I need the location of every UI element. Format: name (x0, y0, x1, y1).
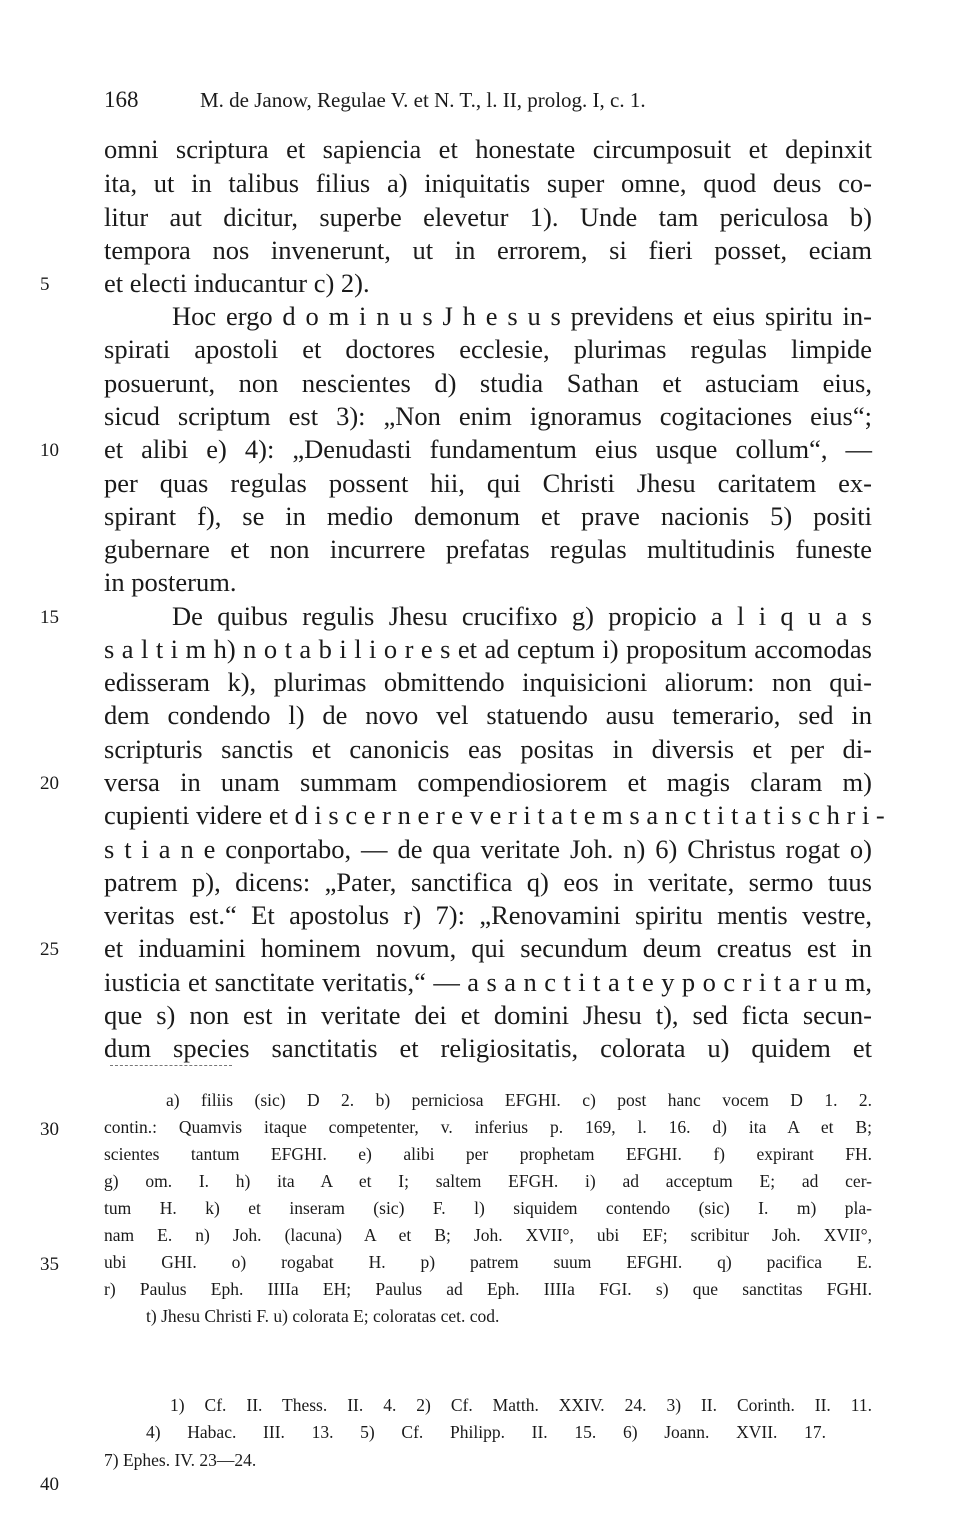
line-number: 30 (40, 1119, 59, 1140)
text-line: que s) non est in veritate dei et domini Jhesu t), sed ficta secun- (104, 1000, 872, 1030)
reference-line: 4) Habac. III. 13. 5) Cf. Philipp. II. 15. 6) Joann. XVII. 17. (146, 1422, 826, 1442)
text-line: tempora nos invenerunt, ut in errorem, si fieri posset, eciam (104, 235, 872, 265)
line-number: 5 (40, 274, 50, 295)
line-number: 25 (40, 939, 59, 960)
line-number: 10 (40, 440, 59, 461)
text-line: s t i a n e conportabo, — de qua veritate Joh. n) 6) Christus rogat o) (104, 834, 872, 864)
text-line: dem condendo l) de novo vel statuendo ausu temerario, sed in (104, 700, 872, 730)
text-line: et alibi e) 4): „Denudasti fundamentum eius usque collum“, — (104, 434, 872, 464)
text-line: sicud scriptum est 3): „Non enim ignoramus cogitaciones eius“; (104, 401, 872, 431)
footnote-line: tum H. k) et inseram (sic) F. l) siquidem contendo (sic) I. m) pla- (104, 1198, 872, 1218)
text-line: iusticia et sanctitate veritatis,“ — a s a n c t i t a t e y p o c r i t a r u m, (104, 967, 872, 997)
text-line: et induamini hominem novum, qui secundum deum creatus est in (104, 933, 872, 963)
reference-line: 7) Ephes. IV. 23—24. (104, 1450, 257, 1470)
text-line: omni scriptura et sapiencia et honestate circumposuit et depinxit (104, 134, 872, 164)
text-line: versa in unam summam compendiosiorem et magis claram m) (104, 767, 872, 797)
text-line: gubernare et non incurrere prefatas regulas multitudinis funeste (104, 534, 872, 564)
text-line: scripturis sanctis et canonicis eas positas in diversis et per di- (104, 734, 872, 764)
text-line: patrem p), dicens: „Pater, sanctifica q) eos in veritate, sermo tuus (104, 867, 872, 897)
text-line: s a l t i m h) n o t a b i l i o r e s et ad ceptum i) propositum accomodas (104, 634, 872, 664)
line-number: 40 (40, 1474, 59, 1495)
footnote-line: t) Jhesu Christi F. u) colorata E; coloratas cet. cod. (146, 1306, 500, 1326)
text-line: spirant f), se in medio demonum et prave nacionis 5) positi (104, 501, 872, 531)
text-line: edisseram k), plurimas obmittendo inquisicioni aliorum: non qui- (104, 667, 872, 697)
text-line: Hoc ergo d o m i n u s J h e s u s previdens et eius spiritu in- (172, 301, 872, 331)
footnote-line: a) filiis (sic) D 2. b) perniciosa EFGHI. c) post hanc vocem D 1. 2. (166, 1090, 872, 1110)
line-number: 35 (40, 1254, 59, 1275)
footnote-separator (110, 1065, 232, 1066)
text-line: dum species sanctitatis et religiositatis, colorata u) quidem et (104, 1033, 872, 1063)
reference-line: 1) Cf. II. Thess. II. 4. 2) Cf. Matth. XXIV. 24. 3) II. Corinth. II. 11. (170, 1395, 872, 1415)
footnote-line: nam E. n) Joh. (lacuna) A et B; Joh. XVII°, ubi EF; scribitur Joh. XVII°, (104, 1225, 872, 1245)
text-line: spirati apostoli et doctores ecclesie, plurimas regulas limpide (104, 334, 872, 364)
text-line: cupienti videre et d i s c e r n e r e v e r i t a t e m s a n c t i t a t i s c h r i - (104, 800, 885, 830)
text-line: De quibus regulis Jhesu crucifixo g) propicio a l i q u a s (172, 601, 872, 631)
page-number: 168 (104, 87, 139, 112)
text-line: posuerunt, non nescientes d) studia Sathan et astuciam eius, (104, 368, 872, 398)
text-line: et electi inducantur c) 2). (104, 268, 370, 298)
text-line: per quas regulas possent hii, qui Christi Jhesu caritatem ex- (104, 468, 872, 498)
footnote-line: ubi GHI. o) rogabat H. p) patrem suum EFGHI. q) pacifica E. (104, 1252, 872, 1272)
line-number: 15 (40, 607, 59, 628)
text-line: ita, ut in talibus filius a) iniquitatis super omne, quod deus co- (104, 168, 872, 198)
line-number: 20 (40, 773, 59, 794)
footnote-line: g) om. I. h) ita A et I; saltem EFGH. i) ad acceptum E; ad cer- (104, 1171, 872, 1191)
text-line: in posterum. (104, 567, 237, 597)
text-line: litur aut dicitur, superbe elevetur 1). Unde tam periculosa b) (104, 202, 872, 232)
footnote-line: scientes tantum EFGHI. e) alibi per prophetam EFGHI. f) expirant FH. (104, 1144, 872, 1164)
footnote-line: contin.: Quamvis itaque competenter, v. inferius p. 169, l. 16. d) ita A et B; (104, 1117, 872, 1137)
running-title: M. de Janow, Regulae V. et N. T., l. II, prolog. I, c. 1. (200, 88, 646, 112)
footnote-line: r) Paulus Eph. IIIIa EH; Paulus ad Eph. IIIIa FGI. s) que sanctitas FGHI. (104, 1279, 872, 1299)
running-header (104, 80, 884, 120)
text-line: veritas est.“ Et apostolus r) 7): „Renovamini spiritu mentis vestre, (104, 900, 872, 930)
